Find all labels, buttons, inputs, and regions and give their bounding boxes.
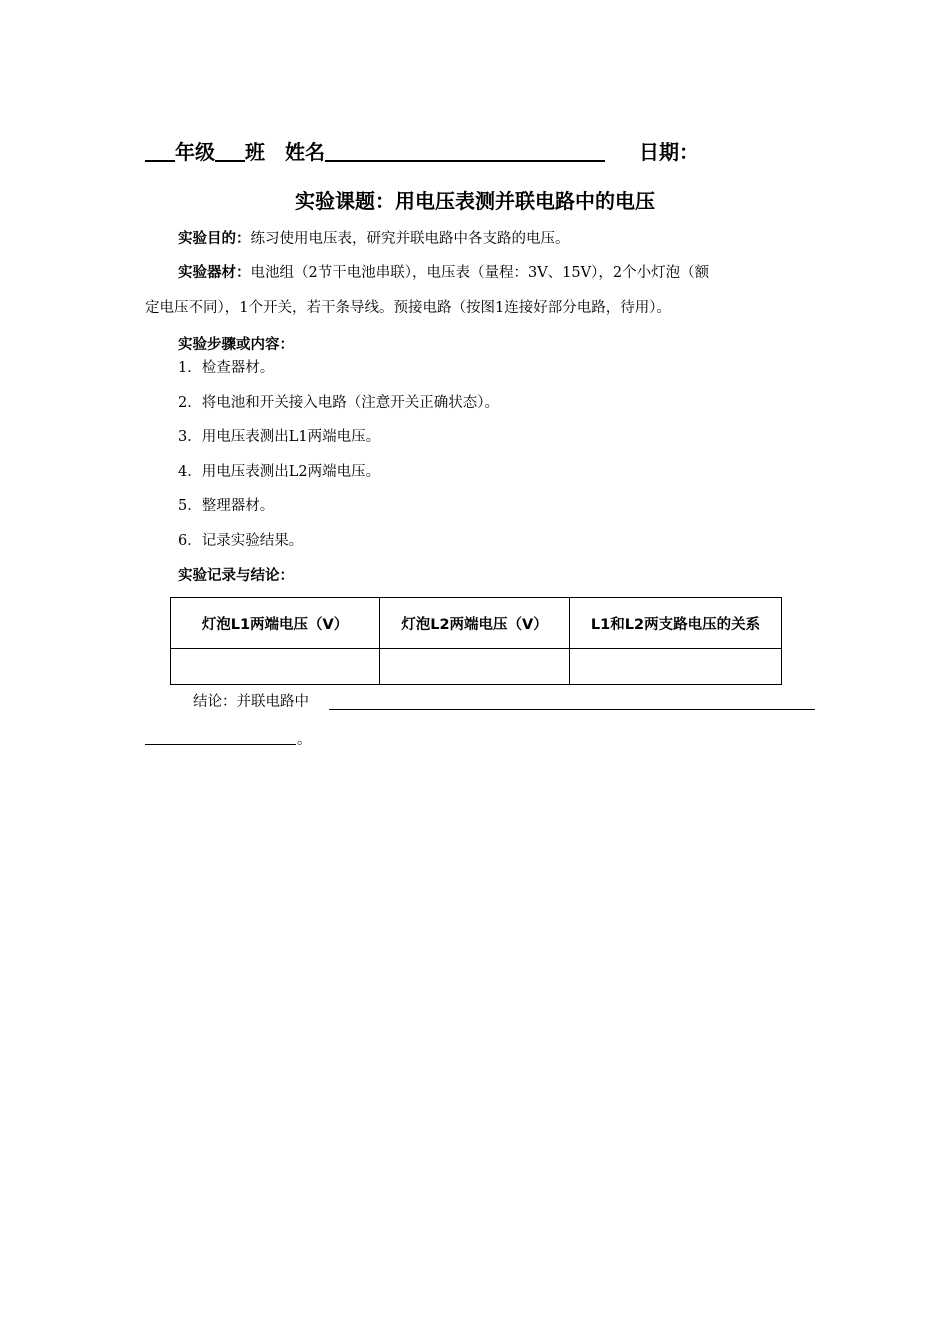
conclusion-prefix: 结论：并联电路中 bbox=[193, 694, 309, 710]
name-label: 姓名 bbox=[285, 140, 325, 164]
column-header-l2-voltage: 灯泡L2两端电压（V） bbox=[380, 598, 570, 649]
conclusion-suffix: 。 bbox=[297, 732, 312, 748]
purpose-paragraph bbox=[145, 229, 848, 249]
record-heading bbox=[145, 566, 848, 586]
step-item: 4．用电压表测出L2两端电压。 bbox=[178, 464, 381, 480]
page-title: 实验课题：用电压表测并联电路中的电压 bbox=[295, 189, 655, 213]
header-line bbox=[145, 136, 765, 168]
purpose-label: 实验目的： bbox=[178, 231, 251, 247]
step-item: 1．检查器材。 bbox=[178, 360, 275, 376]
equipment-text-line2: 定电压不同），1个开关，若干条导线。预接电路（按图1连接好部分电路，待用）。 bbox=[145, 300, 671, 316]
step-item: 3．用电压表测出L1两端电压。 bbox=[178, 429, 381, 445]
name-blank[interactable] bbox=[325, 136, 605, 162]
steps-heading bbox=[145, 335, 848, 355]
conclusion-blank-line1[interactable] bbox=[329, 709, 815, 710]
purpose-text: 练习使用电压表，研究并联电路中各支路的电压。 bbox=[250, 231, 570, 247]
record-table bbox=[170, 597, 782, 685]
l2-voltage-cell[interactable] bbox=[380, 649, 570, 685]
column-header-relationship: L1和L2两支路电压的关系 bbox=[570, 598, 782, 649]
date-label: 日期： bbox=[639, 140, 699, 164]
grade-label: 年级 bbox=[175, 140, 215, 164]
steps-label: 实验步骤或内容： bbox=[178, 337, 294, 353]
conclusion-blank-line2[interactable] bbox=[145, 744, 296, 745]
l1-voltage-cell[interactable] bbox=[171, 649, 380, 685]
step-item: 5．整理器材。 bbox=[178, 498, 275, 514]
table-header-row bbox=[171, 598, 782, 649]
equipment-label: 实验器材： bbox=[178, 265, 251, 281]
column-header-l1-voltage: 灯泡L1两端电压（V） bbox=[171, 598, 380, 649]
table-row bbox=[171, 649, 782, 685]
step-item: 2．将电池和开关接入电路（注意开关正确状态）。 bbox=[178, 395, 499, 411]
step-item: 6．记录实验结果。 bbox=[178, 533, 304, 549]
equipment-paragraph-line2 bbox=[145, 298, 815, 318]
record-label: 实验记录与结论： bbox=[178, 568, 294, 584]
relationship-cell[interactable] bbox=[570, 649, 782, 685]
grade-blank[interactable] bbox=[145, 136, 175, 162]
class-blank[interactable] bbox=[215, 136, 245, 162]
equipment-paragraph-line1 bbox=[145, 263, 848, 283]
class-label: 班 bbox=[245, 140, 265, 164]
equipment-text-line1: 电池组（2节干电池串联），电压表（量程：3V、15V），2个小灯泡（额 bbox=[250, 265, 710, 281]
